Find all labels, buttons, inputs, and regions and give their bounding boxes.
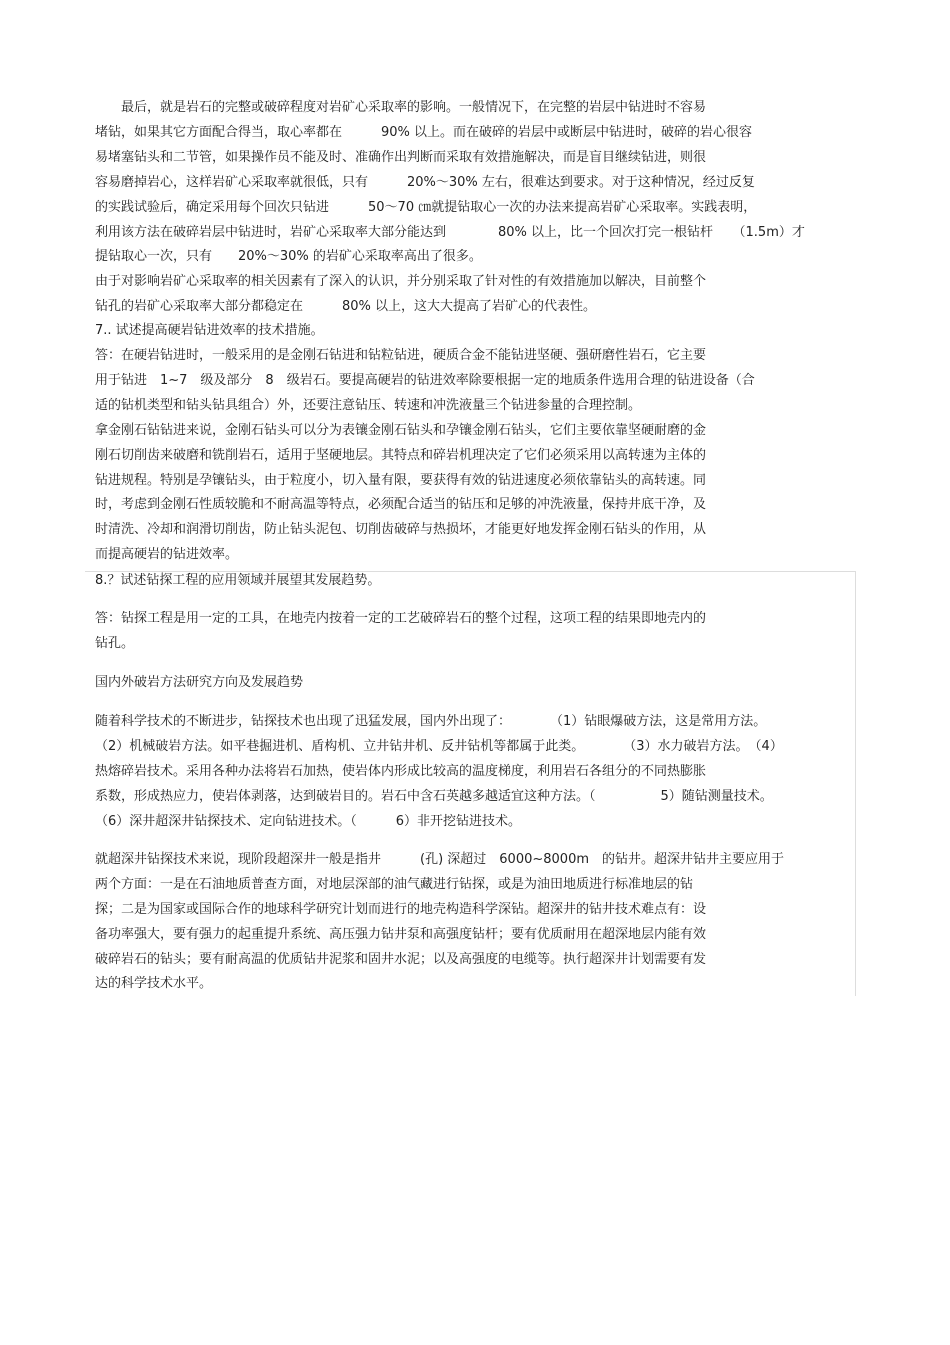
section-heading: 国内外破岩方法研究方向及发展趋势 <box>95 675 304 690</box>
paragraph-line: （6）深井超深井钻探技术、定向钻进技术。（ 6）非开挖钻进技术。 <box>95 814 522 829</box>
paragraph-line: 利用该方法在破碎岩层中钻进时，岩矿心采取率大部分能达到 80% 以上，比一个回次打完一根钻杆 （1.5m）才 <box>95 225 805 240</box>
paragraph-line: 钻孔。 <box>95 636 135 651</box>
paragraph-line: 易堵塞钻头和二节管，如果操作员不能及时、准确作出判断而采取有效措施解决，而是盲目继续钻进，则很 <box>95 150 707 165</box>
paragraph-line: 热熔碎岩技术。采用各种办法将岩石加热，使岩体内形成比较高的温度梯度，利用岩石各组分的不同热膨胀 <box>95 764 707 779</box>
paragraph-line: 就超深井钻探技术来说，现阶段超深井一般是指井 (孔) 深超过 6000~8000m 的钻井。超深井钻井主要应用于 <box>95 852 785 867</box>
paragraph-line: 系数，形成热应力，使岩体剥落，达到破岩目的。岩石中含石英越多越适宜这种方法。（ 5）随钻测量技术。 <box>95 789 773 804</box>
paragraph-line: 提钻取心一次，只有 20%～30% 的岩矿心采取率高出了很多。 <box>95 249 482 264</box>
paragraph-line: 的实践试验后，确定采用每个回次只钻进 50～70 ㎝就提钻取心一次的办法来提高岩矿心采取率。实践表明， <box>95 200 757 215</box>
paragraph-line: 钻进规程。特别是孕镶钻头，由于粒度小，切入量有限，要获得有效的钻进速度必须依靠钻头的高转速。同 <box>95 473 707 488</box>
section-box-top-border <box>85 571 855 572</box>
paragraph-line: 备功率强大，要有强力的起重提升系统、高压强力钻井泵和高强度钻杆；要有优质耐用在超深地层内能有效 <box>95 927 707 942</box>
paragraph-line: 答：在硬岩钻进时，一般采用的是金刚石钻进和钻粒钻进，硬质合金不能钻进坚硬、强研磨性岩石，它主要 <box>95 348 707 363</box>
paragraph-line: 最后，就是岩石的完整或破碎程度对岩矿心采取率的影响。一般情况下，在完整的岩层中钻进时不容易 <box>95 100 707 115</box>
paragraph-line: 破碎岩石的钻头；要有耐高温的优质钻井泥浆和固井水泥；以及高强度的电缆等。执行超深井计划需要有发 <box>95 952 707 967</box>
paragraph-line: 探；二是为国家或国际合作的地球科学研究计划而进行的地壳构造科学深钻。超深井的钻井技术难点有：设 <box>95 902 707 917</box>
paragraph-line: 堵钻，如果其它方面配合得当，取心率都在 90% 以上。而在破碎的岩层中或断层中钻进时，破碎的岩心很容 <box>95 125 753 140</box>
paragraph-line: 随着科学技术的不断进步，钻探技术也出现了迅猛发展，国内外出现了： （1）钻眼爆破方法，这是常用方法。 <box>95 714 767 729</box>
paragraph-line: 两个方面：一是在石油地质普查方面，对地层深部的油气藏进行钻探，或是为油田地质进行标准地层的钻 <box>95 877 694 892</box>
paragraph-line: 容易磨掉岩心，这样岩矿心采取率就很低，只有 20%～30% 左右，很难达到要求。对于这种情况，经过反复 <box>95 175 755 190</box>
paragraph-line: 时，考虑到金刚石性质较脆和不耐高温等特点，必须配合适当的钻压和足够的冲洗液量，保持井底干净，及 <box>95 497 707 512</box>
question-heading-7: 7.. 试述提高硬岩钻进效率的技术措施。 <box>95 323 324 338</box>
section-box-right-border <box>855 571 856 996</box>
paragraph-line: 达的科学技术水平。 <box>95 976 213 991</box>
paragraph-line: 时清洗、冷却和润滑切削齿，防止钻头泥包、切削齿破碎与热损坏，才能更好地发挥金刚石钻头的作用，从 <box>95 522 707 537</box>
paragraph-line: 钻孔的岩矿心采取率大部分都稳定在 80% 以上，这大大提高了岩矿心的代表性。 <box>95 299 597 314</box>
paragraph-line: 拿金刚石钻钻进来说，金刚石钻头可以分为表镶金刚石钻头和孕镶金刚石钻头，它们主要依靠坚硬耐磨的金 <box>95 423 707 438</box>
question-heading-8: 8.？试述钻探工程的应用领域并展望其发展趋势。 <box>95 573 381 588</box>
paragraph-line: 用于钻进 1~7 级及部分 8 级岩石。要提高硬岩的钻进效率除要根据一定的地质条件选用合理的钻进设备（合 <box>95 373 755 388</box>
paragraph-line: （2）机械破岩方法。如平巷掘进机、盾构机、立井钻井机、反井钻机等都属于此类。 （3）水力破岩方法。 （4） <box>95 739 783 754</box>
paragraph-line: 刚石切削齿来破磨和铣削岩石，适用于坚硬地层。其特点和碎岩机理决定了它们必须采用以高转速为主体的 <box>95 448 707 463</box>
paragraph-line: 而提高硬岩的钻进效率。 <box>95 547 239 562</box>
paragraph-line: 适的钻机类型和钻头钻具组合）外，还要注意钻压、转速和冲洗液量三个钻进参量的合理控制。 <box>95 398 642 413</box>
paragraph-line: 由于对影响岩矿心采取率的相关因素有了深入的认识，并分别采取了针对性的有效措施加以解决，目前整个 <box>95 274 707 289</box>
paragraph-line: 答：钻探工程是用一定的工具，在地壳内按着一定的工艺破碎岩石的整个过程，这项工程的结果即地壳内的 <box>95 611 707 626</box>
